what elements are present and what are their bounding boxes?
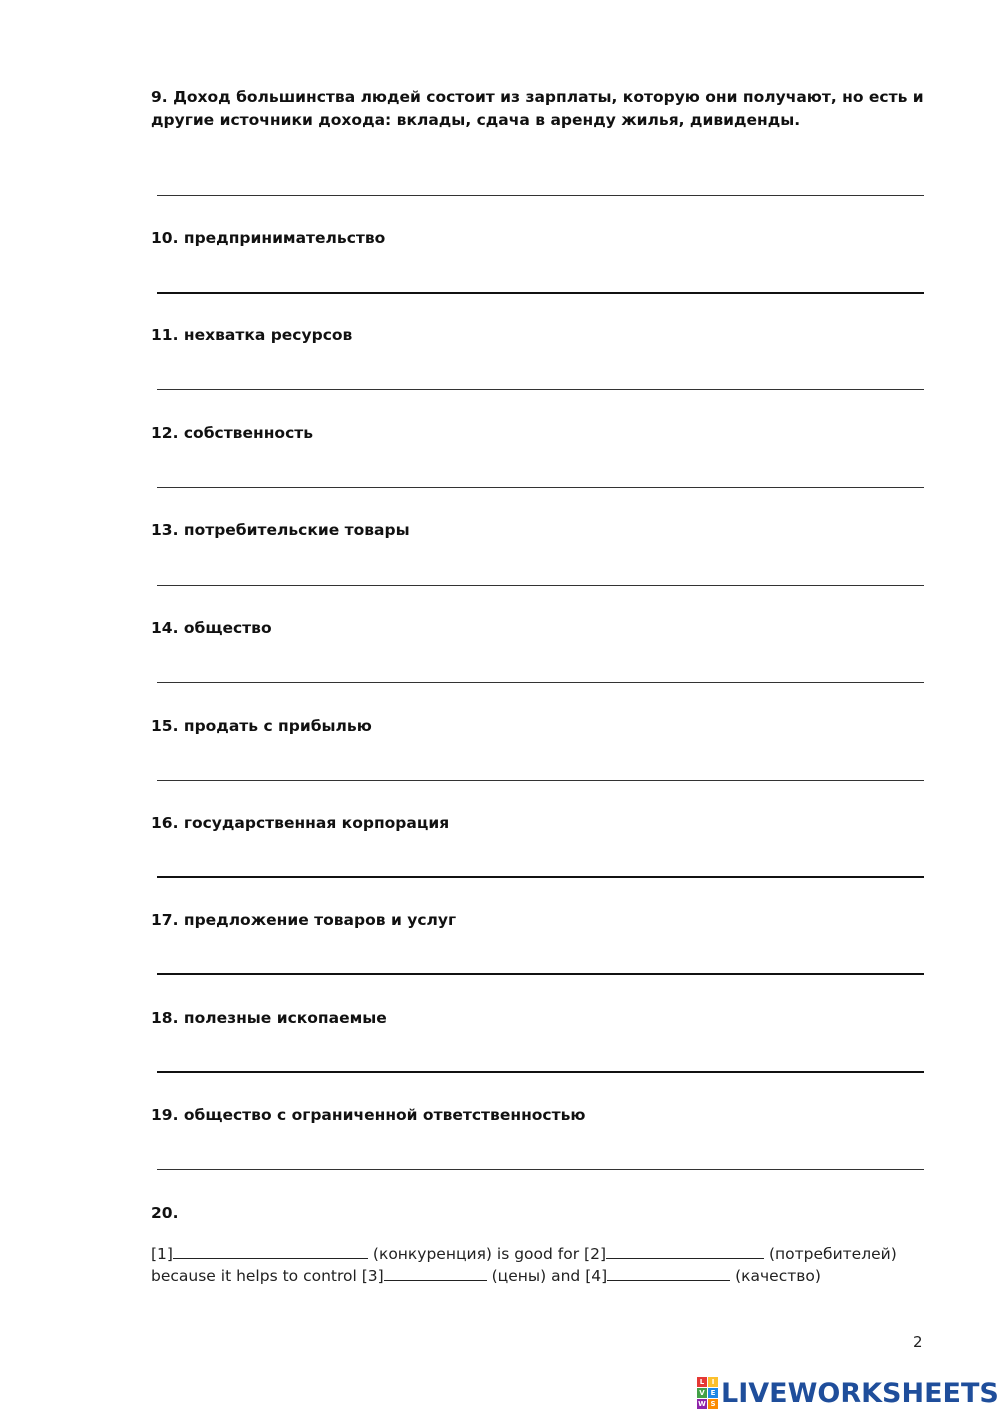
hint-quality: (качество) xyxy=(735,1267,821,1285)
question-12: 12. собственность xyxy=(151,424,314,442)
answer-line-14[interactable] xyxy=(157,682,924,683)
answer-line-12[interactable] xyxy=(157,487,924,488)
question-17: 17. предложение товаров и услуг xyxy=(151,911,457,929)
liveworksheets-logo[interactable] xyxy=(697,1376,999,1410)
answer-line-13[interactable] xyxy=(157,585,924,586)
gapfill-line-1 xyxy=(151,1243,897,1265)
gapfill-line-2 xyxy=(151,1265,897,1287)
answer-line-19[interactable] xyxy=(157,1169,924,1170)
hint-consumers: (потребителей) xyxy=(768,1245,897,1263)
question-10: 10. предпринимательство xyxy=(151,229,386,247)
logo-mark-icon xyxy=(697,1377,718,1409)
gap-label-3: [3] xyxy=(361,1267,384,1285)
logo-text: LIVEWORKSHEETS xyxy=(721,1377,999,1409)
question-11: 11. нехватка ресурсов xyxy=(151,326,353,344)
gapfill-line-2-start: because it helps to control xyxy=(151,1267,362,1285)
logo-mark-letter: L xyxy=(697,1377,707,1387)
question-14: 14. общество xyxy=(151,619,272,637)
answer-line-11[interactable] xyxy=(157,389,924,390)
gap-blank-3[interactable] xyxy=(384,1265,487,1281)
answer-line-10[interactable] xyxy=(157,292,924,294)
question-15: 15. продать с прибылью xyxy=(151,717,372,735)
gapfill-paragraph xyxy=(151,1243,897,1287)
gap-label-4: [4] xyxy=(585,1267,608,1285)
hint-prices: (цены) and xyxy=(491,1267,586,1285)
logo-mark-letter: I xyxy=(708,1377,718,1387)
logo-mark-letter: E xyxy=(708,1388,718,1398)
answer-line-17[interactable] xyxy=(157,973,924,975)
gap-label-2: [2] xyxy=(584,1245,606,1263)
question-19: 19. общество с ограниченной ответственностью xyxy=(151,1106,586,1124)
question-13: 13. потребительские товары xyxy=(151,521,410,539)
question-9: 9. Доход большинства людей состоит из зарплаты, которую они получают, но есть и другие источники дохода: вклады, сдача в аренду жилья, дивиденды. xyxy=(151,88,924,129)
answer-line-9[interactable] xyxy=(157,195,924,196)
question-18: 18. полезные ископаемые xyxy=(151,1009,387,1027)
logo-mark-letter: W xyxy=(698,1400,706,1408)
page-number: 2 xyxy=(913,1333,923,1351)
gap-blank-2[interactable] xyxy=(606,1243,764,1259)
hint-competition: (конкуренция) is good for xyxy=(372,1245,585,1263)
logo-mark-letter: S xyxy=(708,1399,718,1409)
gap-label-1: [1] xyxy=(151,1245,173,1263)
gap-blank-4[interactable] xyxy=(607,1265,730,1281)
logo-mark-letter: V xyxy=(697,1388,707,1398)
question-20: 20. xyxy=(151,1204,179,1222)
answer-line-16[interactable] xyxy=(157,876,924,878)
question-16: 16. государственная корпорация xyxy=(151,814,450,832)
answer-line-18[interactable] xyxy=(157,1071,924,1073)
answer-line-15[interactable] xyxy=(157,780,924,781)
gap-blank-1[interactable] xyxy=(173,1243,368,1259)
